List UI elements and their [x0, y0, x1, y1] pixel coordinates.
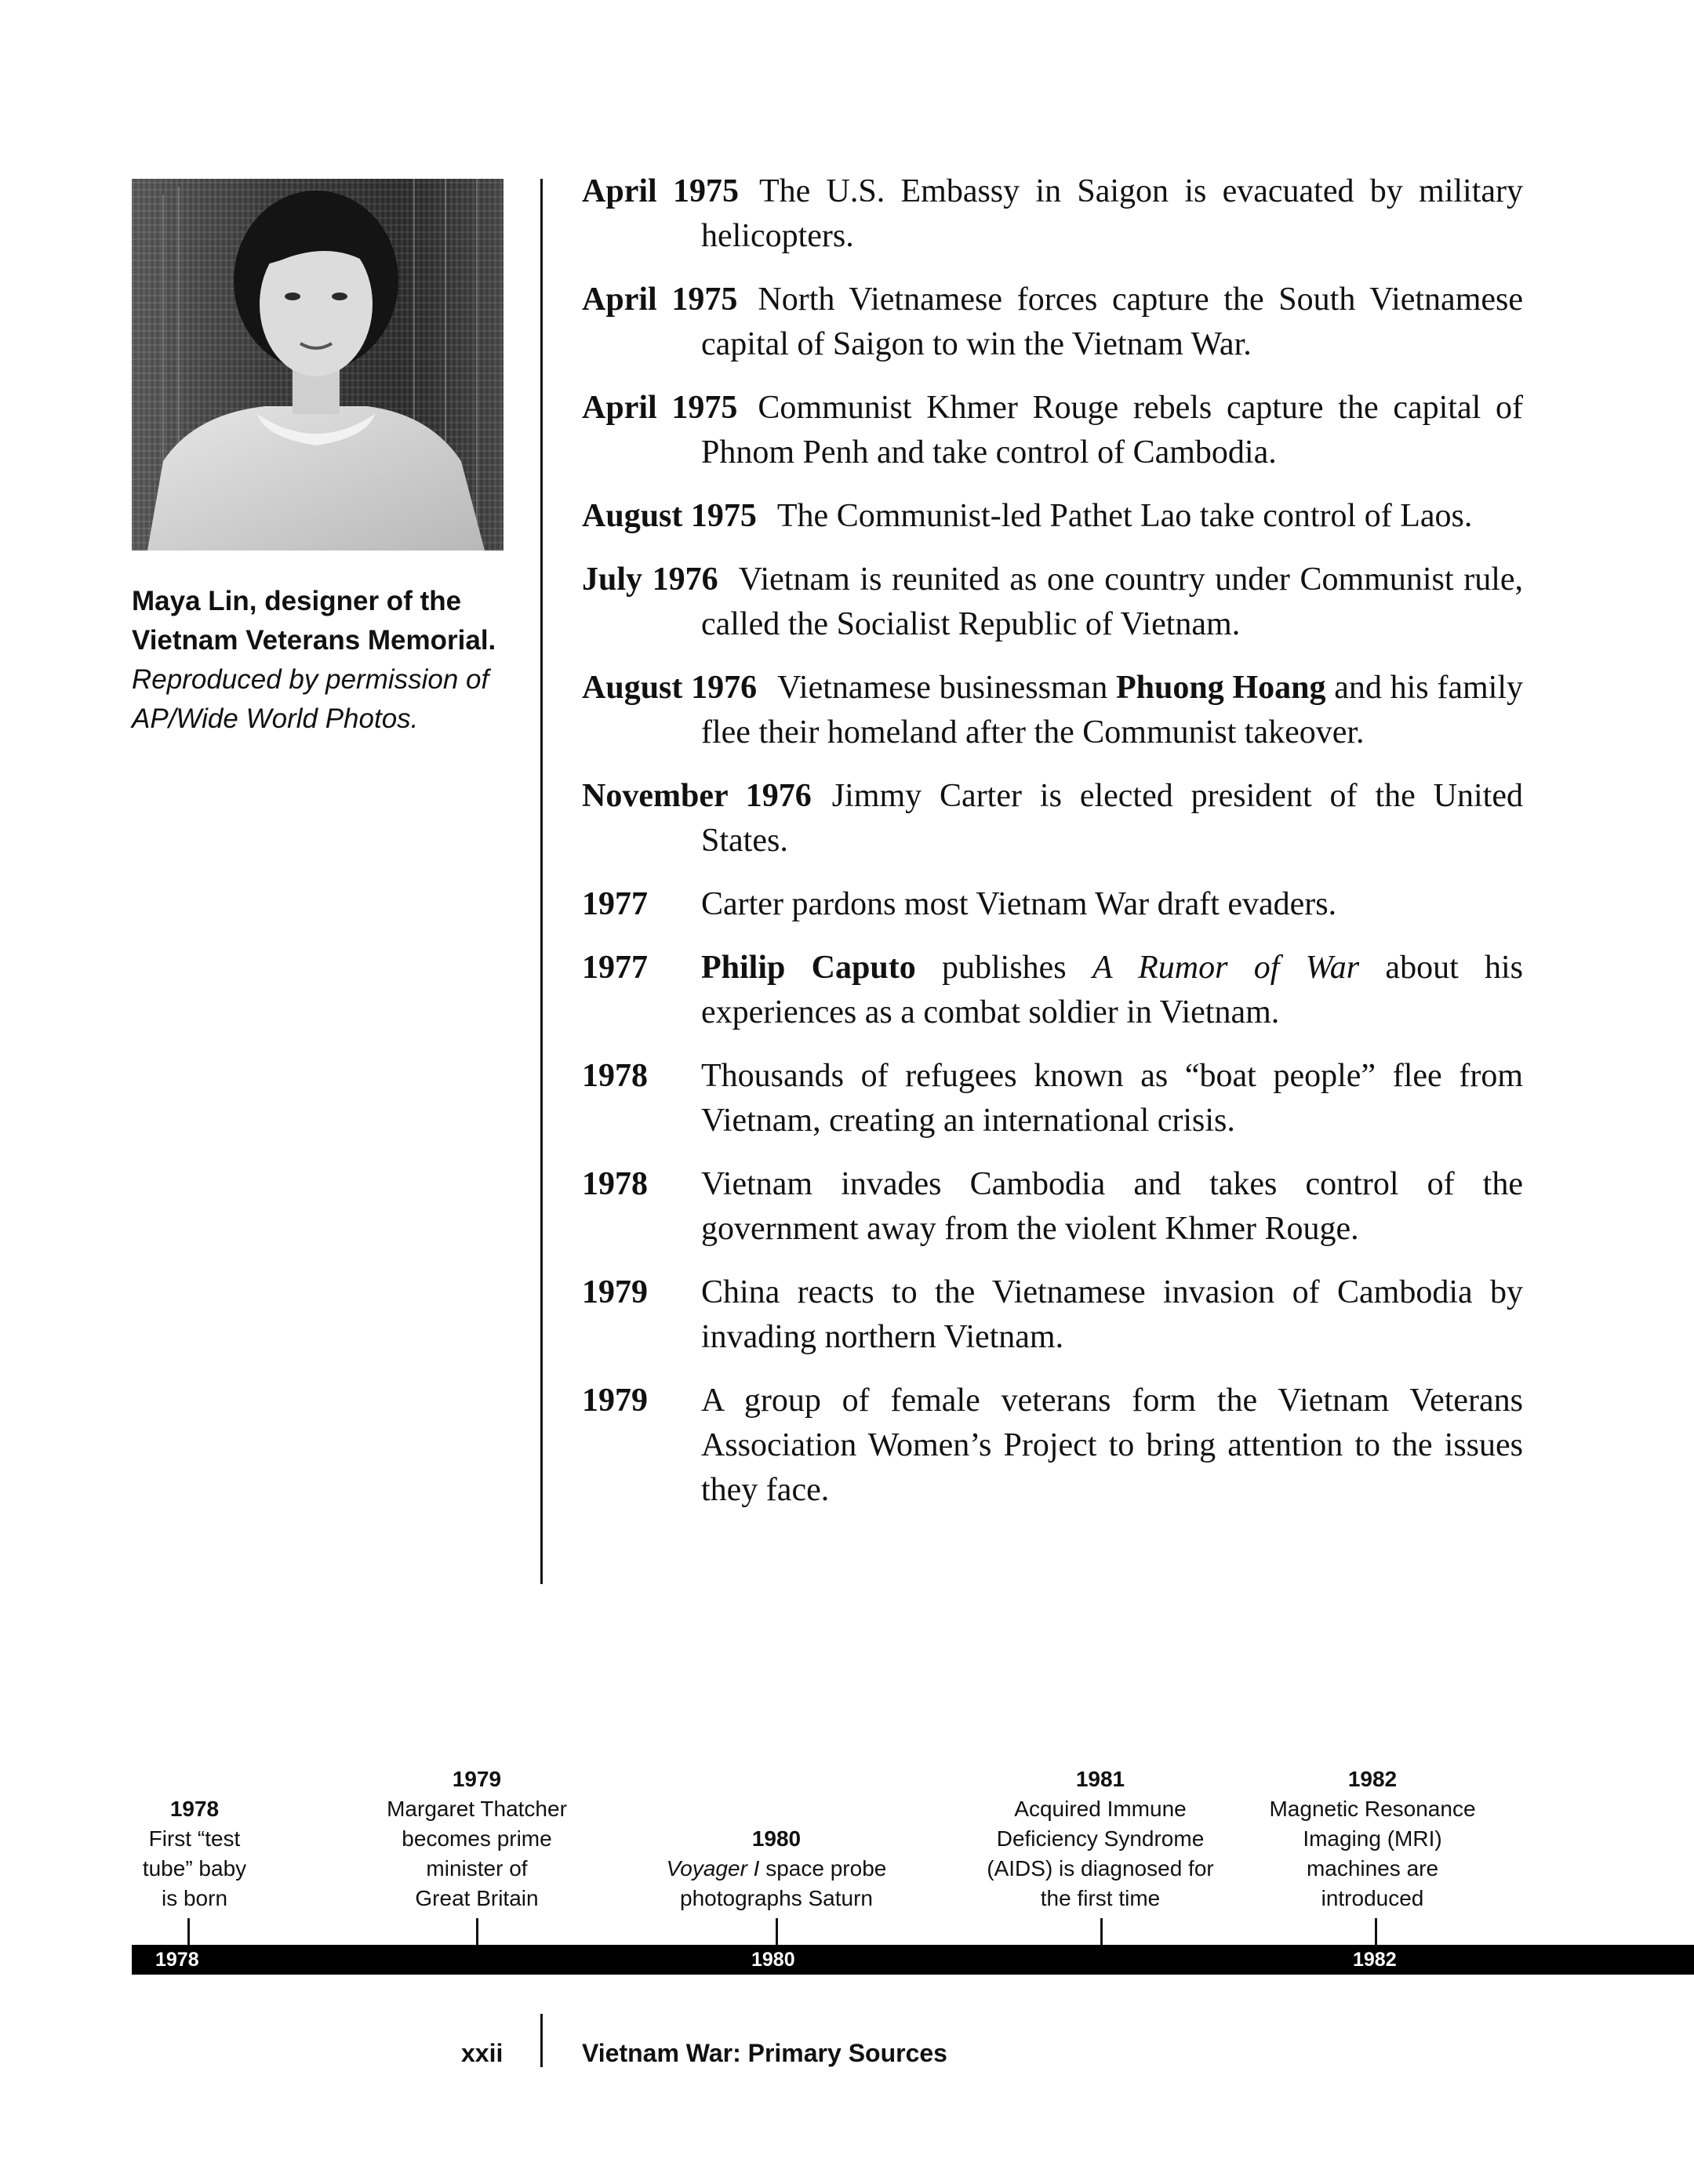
entry-date: August 1975: [582, 498, 757, 534]
event-line: minister of: [426, 1856, 528, 1881]
event-line: introduced: [1321, 1886, 1424, 1910]
book-title-footer: Vietnam War: Primary Sources: [582, 2039, 947, 2067]
book-title: A Rumor of War: [1092, 950, 1360, 986]
event-line: Great Britain: [415, 1886, 539, 1910]
chronology-entry: [582, 558, 1523, 647]
entry-date: April 1975: [582, 282, 738, 318]
timeline-event-1981: [963, 1764, 1238, 1913]
timeline-event-1982: [1251, 1764, 1494, 1913]
entry-text: Vietnam is reunited as one country under Communist rule, called the Socialist Republic of Vietnam.: [701, 561, 1523, 642]
event-line: machines are: [1306, 1856, 1439, 1881]
timeline-tick: [776, 1918, 778, 1945]
event-year: 1980: [751, 1826, 802, 1851]
event-line: First “test: [148, 1826, 241, 1851]
entry-date: July 1976: [582, 561, 718, 598]
chronology-entry: [582, 1054, 1523, 1143]
chronology-entry: [582, 386, 1523, 475]
event-line: the first time: [1040, 1886, 1161, 1910]
entry-text: Carter pardons most Vietnam War draft evaders.: [701, 886, 1337, 922]
event-year: 1978: [169, 1797, 220, 1821]
chronology-entry: [582, 882, 1523, 927]
event-line-rest: space probe: [759, 1856, 887, 1881]
event-line: photographs Saturn: [680, 1886, 873, 1910]
event-line: (AIDS) is diagnosed for: [987, 1856, 1214, 1881]
chronology: [582, 169, 1523, 1532]
entry-text: A group of female veterans form the Vietnam Veterans Association Women’s Project to bring attention to the issues they face.: [701, 1383, 1523, 1508]
photo-caption: [132, 582, 524, 739]
chronology-entry: [582, 946, 1523, 1035]
chronology-entry: [582, 666, 1523, 755]
timeline-bar: [132, 1945, 1694, 1975]
entry-date: November 1976: [582, 778, 812, 814]
timeline-event-1979: [351, 1764, 602, 1913]
event-line: tube” baby: [142, 1856, 247, 1881]
entry-text: North Vietnamese forces capture the South Vietnamese capital of Saigon to win the Vietnam War.: [701, 282, 1523, 362]
timeline-bar-label: 1982: [1353, 1949, 1397, 1971]
chronology-entry: [582, 774, 1523, 863]
chronology-entry: [582, 1379, 1523, 1513]
entry-date: 1977: [582, 950, 648, 986]
event-line: is born: [161, 1886, 228, 1910]
caption-credit-line-2: AP/Wide World Photos.: [132, 703, 419, 734]
entry-date: August 1976: [582, 670, 758, 706]
entry-text: Thousands of refugees known as “boat people” flee from Vietnam, creating an international crisis.: [701, 1058, 1523, 1139]
event-line: Magnetic Resonance: [1269, 1797, 1476, 1821]
entry-text: The Communist-led Pathet Lao take control of Laos.: [776, 498, 1473, 534]
timeline-bar-label: 1980: [751, 1949, 795, 1971]
entry-date: 1978: [582, 1166, 648, 1202]
caption-credit-line-1: Reproduced by permission of: [132, 664, 489, 695]
event-line: becomes prime: [402, 1826, 552, 1851]
maya-lin-photo: [132, 179, 503, 551]
entry-date: 1979: [582, 1383, 648, 1419]
chronology-entry: [582, 1270, 1523, 1360]
event-line: Margaret Thatcher: [387, 1797, 567, 1821]
entry-text-pre: Vietnamese businessman: [777, 670, 1108, 706]
timeline-event-1980: [651, 1824, 902, 1913]
timeline-tick: [1375, 1918, 1377, 1945]
event-line: Acquired Immune: [1014, 1797, 1187, 1821]
entry-text: Vietnam invades Cambodia and takes control of the government away from the violent Khmer Rouge.: [701, 1166, 1523, 1247]
event-year: 1982: [1347, 1767, 1398, 1791]
chronology-entry: [582, 278, 1523, 367]
event-line: Deficiency Syndrome: [996, 1826, 1205, 1851]
caption-title-line-2: Vietnam Veterans Memorial.: [132, 625, 496, 656]
entry-text: China reacts to the Vietnamese invasion of Cambodia by invading northern Vietnam.: [701, 1274, 1523, 1355]
spacecraft-name: Voyager I: [666, 1856, 760, 1881]
entry-date: April 1975: [582, 173, 739, 209]
chronology-entry: [582, 169, 1523, 259]
timeline-tick: [476, 1918, 478, 1945]
timeline-event-1978: [100, 1794, 289, 1913]
timeline-bar-label: 1978: [155, 1949, 199, 1971]
event-year: 1979: [452, 1767, 502, 1791]
person-name: Philip Caputo: [701, 950, 916, 986]
entry-text: The U.S. Embassy in Saigon is evacuated by military helicopters.: [701, 173, 1524, 254]
event-line: [651, 1854, 902, 1884]
chronology-entry: [582, 494, 1523, 539]
person-name: Phuong Hoang: [1116, 670, 1326, 706]
entry-date: April 1975: [582, 390, 738, 426]
event-year: 1981: [1075, 1767, 1125, 1791]
entry-date: 1979: [582, 1274, 648, 1310]
page-number: xxii: [461, 2039, 503, 2067]
entry-date: 1978: [582, 1058, 648, 1094]
entry-text-post: and his family flee their homeland after the Communist takeover.: [701, 670, 1524, 750]
event-line: Imaging (MRI): [1303, 1826, 1442, 1851]
footer-divider: [540, 2014, 543, 2067]
column-divider: [540, 179, 543, 1584]
entry-text-pre: publishes: [941, 950, 1067, 986]
entry-text-post: about his experiences as a combat soldier in Vietnam.: [701, 950, 1524, 1030]
entry-date: 1977: [582, 886, 648, 922]
portrait-illustration: [132, 179, 503, 551]
caption-title-line-1: Maya Lin, designer of the: [132, 586, 462, 616]
chronology-entry: [582, 1162, 1523, 1252]
timeline-tick: [187, 1918, 190, 1945]
entry-text: Communist Khmer Rouge rebels capture the capital of Phnom Penh and take control of Cambodia.: [701, 390, 1523, 471]
entry-text: Jimmy Carter is elected president of the United States.: [701, 778, 1523, 859]
timeline-tick: [1100, 1918, 1103, 1945]
